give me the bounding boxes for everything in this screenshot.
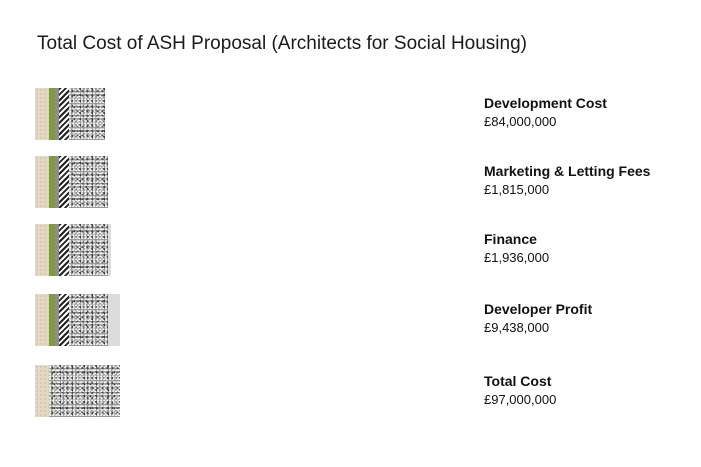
material-swatch-strip xyxy=(35,294,120,346)
material-swatch-strip xyxy=(35,224,111,276)
light-swatch xyxy=(108,294,120,346)
cost-name: Marketing & Letting Fees xyxy=(484,163,651,179)
granite-swatch xyxy=(49,365,120,417)
beige-swatch xyxy=(35,224,49,276)
granite-swatch xyxy=(69,224,108,276)
beige-swatch xyxy=(35,294,49,346)
material-swatch-strip xyxy=(35,156,108,208)
cost-name: Development Cost xyxy=(484,95,607,111)
cost-label xyxy=(484,231,549,265)
cost-label xyxy=(484,373,556,407)
light-swatch xyxy=(108,224,111,276)
cost-row-development xyxy=(0,88,701,142)
cost-name: Finance xyxy=(484,231,537,247)
cost-name: Developer Profit xyxy=(484,301,593,317)
cost-value: £1,815,000 xyxy=(484,182,550,197)
granite-swatch xyxy=(69,88,105,140)
cost-label xyxy=(484,95,607,129)
cost-value: £84,000,000 xyxy=(484,114,557,129)
cost-label xyxy=(484,163,650,197)
beige-swatch xyxy=(35,88,49,140)
cost-value: £9,438,000 xyxy=(484,320,550,335)
cost-row-profit xyxy=(0,294,701,348)
page-title: Total Cost of ASH Proposal (Architects for Social Housing) xyxy=(37,33,527,54)
cost-row-total xyxy=(0,365,701,419)
hatch-swatch xyxy=(59,88,69,140)
granite-swatch xyxy=(69,294,108,346)
cost-value: £97,000,000 xyxy=(484,392,557,407)
cost-row-finance xyxy=(0,224,701,278)
hatch-swatch xyxy=(59,156,69,208)
material-swatch-strip xyxy=(35,365,120,417)
hatch-swatch xyxy=(59,224,69,276)
granite-swatch xyxy=(69,156,108,208)
beige-swatch xyxy=(35,365,49,417)
cost-label xyxy=(484,301,592,335)
hatch-swatch xyxy=(59,294,69,346)
beige-swatch xyxy=(35,156,49,208)
material-swatch-strip xyxy=(35,88,105,140)
cost-value: £1,936,000 xyxy=(484,250,550,265)
cost-name: Total Cost xyxy=(484,373,552,389)
cost-row-marketing xyxy=(0,156,701,210)
